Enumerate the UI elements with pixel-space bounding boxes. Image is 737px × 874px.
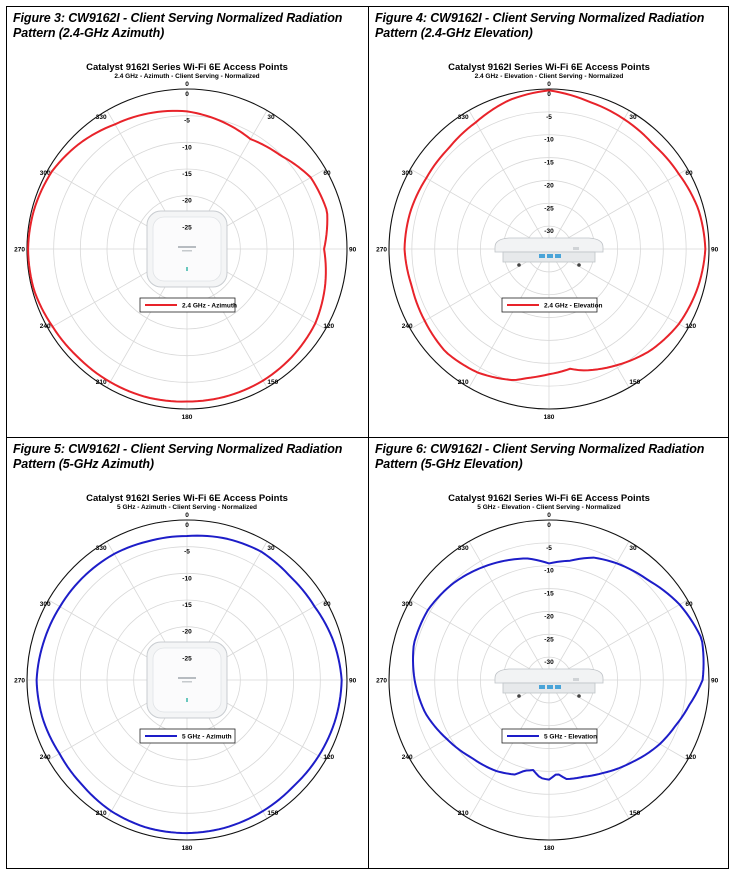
radial-tick-label: -10 [544, 136, 554, 144]
angle-tick-label: 120 [685, 753, 697, 761]
legend-label: 5 GHz - Azimuth [182, 733, 232, 741]
angle-tick-label: 60 [685, 601, 693, 609]
chart-subtitle: 5 GHz - Elevation - Client Serving - Normalized [477, 504, 621, 511]
chart-subtitle: 5 GHz - Azimuth - Client Serving - Normalized [117, 504, 257, 511]
radial-tick-label: -30 [544, 659, 554, 667]
radial-tick-label: -15 [182, 602, 192, 609]
radial-tick-label: 0 [185, 91, 189, 98]
port-2 [547, 254, 553, 258]
angle-tick-label: 60 [323, 170, 331, 178]
angle-tick-label: 120 [685, 322, 697, 330]
port-1 [539, 685, 545, 689]
angle-tick-label: 30 [629, 114, 637, 122]
access-point-dome [495, 669, 603, 683]
chart-legend [140, 298, 237, 312]
legend-label: 2.4 GHz - Azimuth [182, 302, 238, 310]
angle-tick-label: 240 [401, 322, 413, 330]
angle-tick-label: 300 [401, 601, 413, 609]
angle-tick-label: 120 [323, 322, 335, 330]
radial-tick-label: 0 [547, 91, 551, 98]
angle-tick-label: 30 [629, 545, 637, 553]
cisco-logo-mark [178, 246, 196, 248]
radial-tick-label: -20 [544, 613, 554, 621]
chart-subtitle: 2.4 GHz - Azimuth - Client Serving - Normalized [114, 73, 260, 80]
angle-tick-label: 300 [39, 170, 51, 178]
angle-tick-label: 90 [711, 246, 719, 254]
angle-tick-label: 90 [349, 677, 357, 685]
angle-tick-label: 150 [629, 378, 641, 386]
angle-tick-label: 300 [39, 601, 51, 609]
chart-subtitle: 2.4 GHz - Elevation - Client Serving - Normalized [474, 73, 624, 80]
angle-tick-label: 240 [39, 322, 51, 330]
radial-tick-label: -15 [544, 590, 554, 598]
figure-3-panel [7, 7, 368, 438]
angle-tick-label: 330 [95, 545, 107, 553]
cisco-wordmark [182, 250, 192, 252]
grid-spoke [469, 541, 549, 680]
figure-5-caption: Figure 5: CW9162I - Client Serving Normalized Radiation Pattern (5-GHz Azimuth) [13, 442, 343, 471]
grid-spoke [549, 600, 688, 680]
angle-tick-label: 240 [39, 753, 51, 761]
angle-tick-label: 210 [95, 378, 107, 386]
cisco-logo-mark [178, 677, 196, 679]
cisco-wordmark [182, 681, 192, 683]
foot-right [577, 694, 581, 698]
chart-legend [140, 729, 235, 743]
radial-tick-label: -20 [182, 628, 192, 636]
port-1 [539, 254, 545, 258]
angle-tick-label: 0 [547, 512, 551, 519]
angle-tick-label: 120 [323, 753, 335, 761]
access-point-dome [495, 238, 603, 252]
status-led [186, 698, 187, 702]
radial-tick-label: -15 [544, 159, 554, 167]
radial-tick-label: -25 [544, 205, 554, 213]
radial-tick-label: -5 [546, 113, 552, 121]
angle-tick-label: 210 [457, 809, 469, 817]
radial-tick-label: -10 [182, 144, 192, 152]
angle-tick-label: 180 [543, 414, 555, 421]
radial-tick-label: -15 [182, 171, 192, 178]
angle-tick-label: 210 [95, 809, 107, 817]
chart-legend [502, 298, 603, 312]
grid-spoke [549, 680, 629, 819]
access-point-top-view [147, 642, 227, 718]
chart-title: Catalyst 9162I Series Wi-Fi 6E Access Points [448, 62, 650, 73]
angle-tick-label: 60 [685, 170, 693, 178]
angle-tick-label: 180 [181, 414, 193, 421]
radial-tick-label: -5 [184, 117, 190, 125]
angle-tick-label: 60 [323, 601, 331, 609]
angle-tick-label: 0 [185, 512, 189, 519]
foot-left [517, 694, 521, 698]
radial-tick-label: -20 [544, 182, 554, 190]
angle-tick-label: 0 [185, 81, 189, 88]
grid-spoke [410, 600, 549, 680]
angle-tick-label: 180 [543, 845, 555, 852]
chart-title: Catalyst 9162I Series Wi-Fi 6E Access Points [86, 493, 288, 504]
figure-3-caption: Figure 3: CW9162I - Client Serving Normalized Radiation Pattern (2.4-GHz Azimuth) [13, 11, 343, 40]
access-point-top-view [147, 211, 227, 287]
chart-legend [502, 729, 597, 743]
angle-tick-label: 30 [267, 114, 275, 122]
port-3 [555, 685, 561, 689]
angle-tick-label: 330 [457, 545, 469, 553]
grid-spoke [469, 110, 549, 249]
legend-label: 2.4 GHz - Elevation [544, 302, 603, 310]
angle-tick-label: 270 [376, 246, 387, 254]
angle-tick-label: 90 [711, 677, 719, 685]
angle-tick-label: 150 [629, 809, 641, 817]
status-led [186, 267, 187, 271]
polar-chart-6 [369, 438, 730, 869]
figure-5-panel [7, 438, 368, 869]
angle-tick-label: 240 [401, 753, 413, 761]
grid-spoke [549, 110, 629, 249]
angle-tick-label: 300 [401, 170, 413, 178]
figure-6-panel [369, 438, 730, 869]
radial-tick-label: -10 [182, 575, 192, 583]
radial-tick-label: -20 [182, 197, 192, 205]
angle-tick-label: 90 [349, 246, 357, 254]
port-3 [555, 254, 561, 258]
chart-title: Catalyst 9162I Series Wi-Fi 6E Access Points [86, 62, 288, 73]
angle-tick-label: 330 [95, 114, 107, 122]
foot-left [517, 263, 521, 267]
angle-tick-label: 210 [457, 378, 469, 386]
radial-tick-label: -25 [182, 224, 192, 232]
angle-tick-label: 150 [267, 378, 279, 386]
angle-tick-label: 150 [267, 809, 279, 817]
grid-spoke [549, 249, 629, 388]
radial-tick-label: -30 [544, 228, 554, 236]
radial-tick-label: -25 [544, 636, 554, 644]
angle-tick-label: 270 [14, 677, 25, 685]
radial-tick-label: -5 [546, 544, 552, 552]
angle-tick-label: 330 [457, 114, 469, 122]
grid-spoke [410, 169, 549, 249]
angle-tick-label: 0 [547, 81, 551, 88]
foot-right [577, 263, 581, 267]
figure-6-caption: Figure 6: CW9162I - Client Serving Normalized Radiation Pattern (5-GHz Elevation) [375, 442, 705, 471]
radial-tick-label: -25 [182, 655, 192, 663]
figure-4-caption: Figure 4: CW9162I - Client Serving Normalized Radiation Pattern (2.4-GHz Elevation) [375, 11, 705, 40]
angle-tick-label: 270 [14, 246, 25, 254]
port-2 [547, 685, 553, 689]
angle-tick-label: 30 [267, 545, 275, 553]
angle-tick-label: 180 [181, 845, 193, 852]
figure-4-panel [369, 7, 730, 438]
legend-label: 5 GHz - Elevation [544, 733, 598, 741]
grid-spoke [549, 169, 688, 249]
side-slot [573, 247, 579, 250]
polar-chart-5 [7, 438, 368, 869]
angle-tick-label: 270 [376, 677, 387, 685]
polar-chart-4 [369, 7, 730, 438]
radial-tick-label: -10 [544, 567, 554, 575]
polar-chart-3 [7, 7, 368, 438]
grid-spoke [469, 249, 549, 388]
radial-tick-label: -5 [184, 548, 190, 556]
grid-spoke [469, 680, 549, 819]
chart-title: Catalyst 9162I Series Wi-Fi 6E Access Points [448, 493, 650, 504]
side-slot [573, 678, 579, 681]
radial-tick-label: 0 [547, 522, 551, 529]
radial-tick-label: 0 [185, 522, 189, 529]
